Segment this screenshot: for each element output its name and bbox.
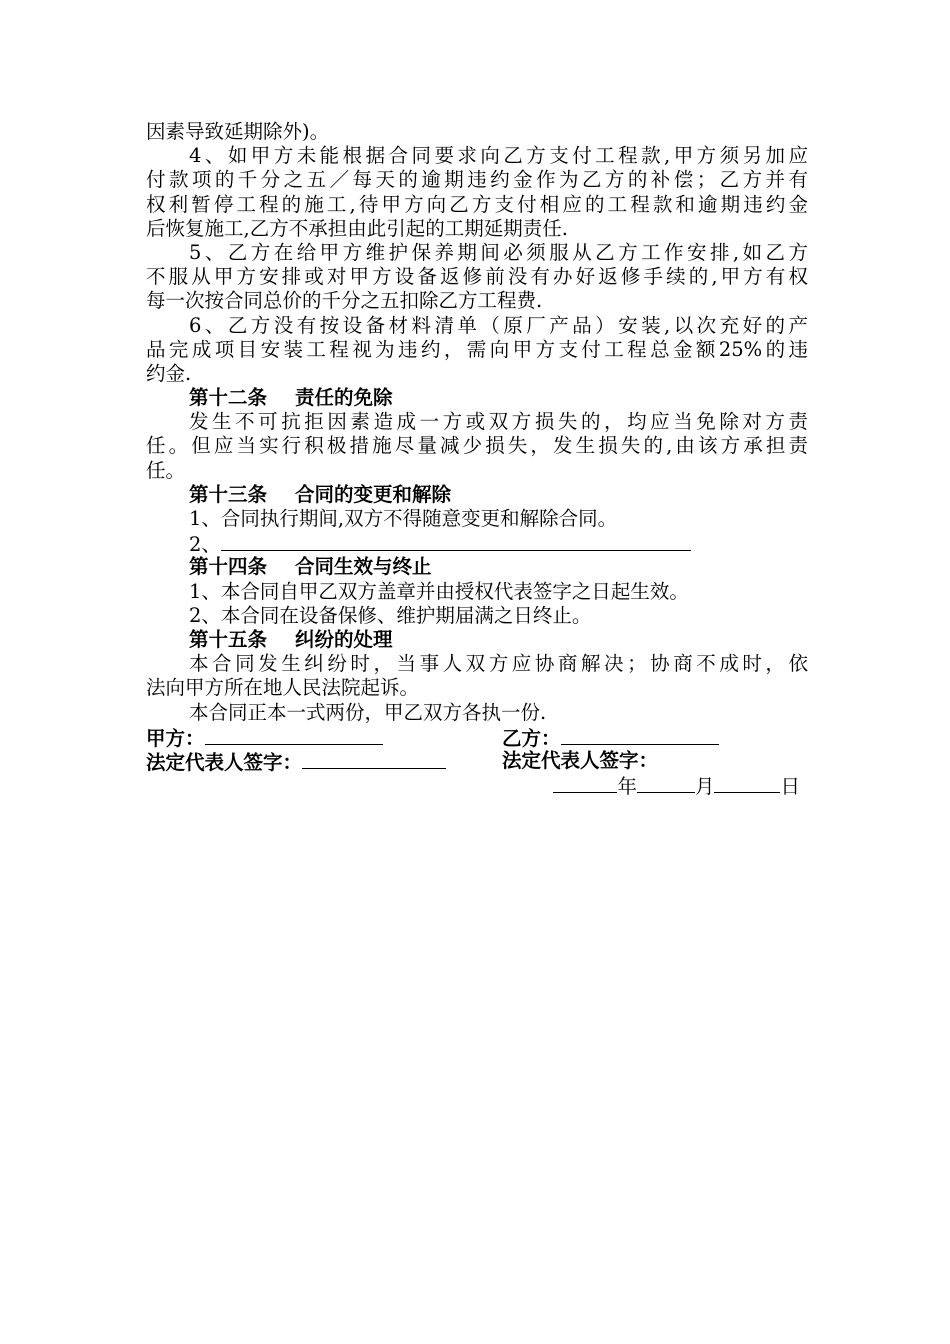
article-12-title: 责任的免除 bbox=[295, 386, 393, 410]
year-label: 年 bbox=[617, 775, 637, 799]
article-13-item-2-label: 2、 bbox=[189, 533, 221, 557]
article-14-item-2: 2、本合同在设备保修、维护期届满之日终止。 bbox=[189, 603, 592, 627]
day-label: 日 bbox=[780, 775, 800, 799]
clause-5-line-1: 5、乙方在给甲方维护保养期间必须服从乙方工作安排,如乙方 bbox=[189, 240, 808, 264]
clause-5-line-3: 每一次按合同总价的千分之五扣除乙方工程费. bbox=[146, 289, 543, 313]
representative-signature-row bbox=[146, 749, 808, 773]
article-13-number: 第十三条 bbox=[189, 482, 268, 506]
clause-6-line-2: 品完成项目安装工程视为违约，需向甲方支付工程总金额25%的违 bbox=[146, 337, 808, 361]
article-14-title: 合同生效与终止 bbox=[295, 555, 432, 579]
paragraph-continuation: 因素导致延期除外)。 bbox=[146, 120, 330, 143]
signing-date bbox=[146, 773, 808, 797]
article-15-line-2: 法向甲方所在地人民法院起诉。 bbox=[146, 676, 420, 700]
contract-page bbox=[146, 120, 808, 797]
party-b-blank[interactable] bbox=[561, 725, 719, 745]
rep-b-label: 法定代表人签字： bbox=[502, 748, 659, 772]
article-12-line-3: 任。 bbox=[146, 458, 186, 482]
article-12-line-2: 任。但应当实行积极措施尽量减少损失，发生损失的,由该方承担责 bbox=[146, 434, 808, 458]
party-b-label: 乙方： bbox=[502, 726, 561, 750]
article-14-number: 第十四条 bbox=[189, 555, 268, 579]
clause-4-line-2: 付款项的千分之五／每天的逾期违约金作为乙方的补偿；乙方并有 bbox=[146, 168, 808, 192]
rep-b-field bbox=[502, 749, 658, 773]
article-13-item-1: 1、合同执行期间,双方不得随意变更和解除合同。 bbox=[189, 507, 618, 530]
rep-a-blank[interactable] bbox=[302, 749, 446, 769]
party-a-blank[interactable] bbox=[205, 725, 383, 745]
clause-6-line-1: 6、乙方没有按设备材料清单（原厂产品）安装,以次充好的产 bbox=[189, 313, 808, 337]
rep-a-label: 法定代表人签字： bbox=[146, 750, 303, 774]
day-blank[interactable] bbox=[714, 773, 780, 793]
party-a-field bbox=[146, 725, 383, 751]
party-a-label: 甲方： bbox=[146, 726, 205, 750]
clause-5-line-2: 不服从甲方安排或对甲方设备返修前没有办好返修手续的,甲方有权 bbox=[146, 265, 808, 289]
month-blank[interactable] bbox=[637, 773, 695, 793]
article-15-line-1: 本合同发生纠纷时，当事人双方应协商解决；协商不成时，依 bbox=[189, 652, 808, 676]
clause-4-line-3: 权利暂停工程的施工,待甲方向乙方支付相应的工程款和逾期违约金 bbox=[146, 192, 808, 216]
article-14-item-1: 1、本合同自甲乙双方盖章并由授权代表签字之日起生效。 bbox=[189, 579, 689, 603]
clause-4-line-1: 4、如甲方未能根据合同要求向乙方支付工程款,甲方须另加应 bbox=[189, 144, 808, 168]
party-b-field bbox=[502, 725, 719, 751]
article-15-number: 第十五条 bbox=[189, 627, 268, 651]
year-blank[interactable] bbox=[553, 773, 617, 793]
article-15-heading bbox=[146, 628, 808, 652]
article-12-line-1: 发生不可抗拒因素造成一方或双方损失的，均应当免除对方责 bbox=[189, 410, 808, 434]
article-12-number: 第十二条 bbox=[189, 386, 268, 410]
article-15-title: 纠纷的处理 bbox=[295, 627, 393, 651]
article-12-heading bbox=[146, 386, 808, 410]
article-14-heading bbox=[146, 555, 808, 579]
article-13-item-2 bbox=[146, 531, 808, 555]
clause-6-line-3: 约金. bbox=[146, 361, 192, 385]
copies-statement: 本合同正本一式两份，甲乙双方各执一份. bbox=[189, 700, 547, 724]
clause-4-line-4: 后恢复施工,乙方不承担由此引起的工期延期责任. bbox=[146, 216, 568, 240]
month-label: 月 bbox=[694, 775, 715, 799]
article-13-item-2-blank[interactable] bbox=[221, 531, 691, 551]
article-13-title: 合同的变更和解除 bbox=[295, 482, 452, 506]
rep-a-field bbox=[146, 749, 446, 775]
party-signature-row bbox=[146, 725, 808, 749]
article-13-heading bbox=[146, 483, 808, 507]
